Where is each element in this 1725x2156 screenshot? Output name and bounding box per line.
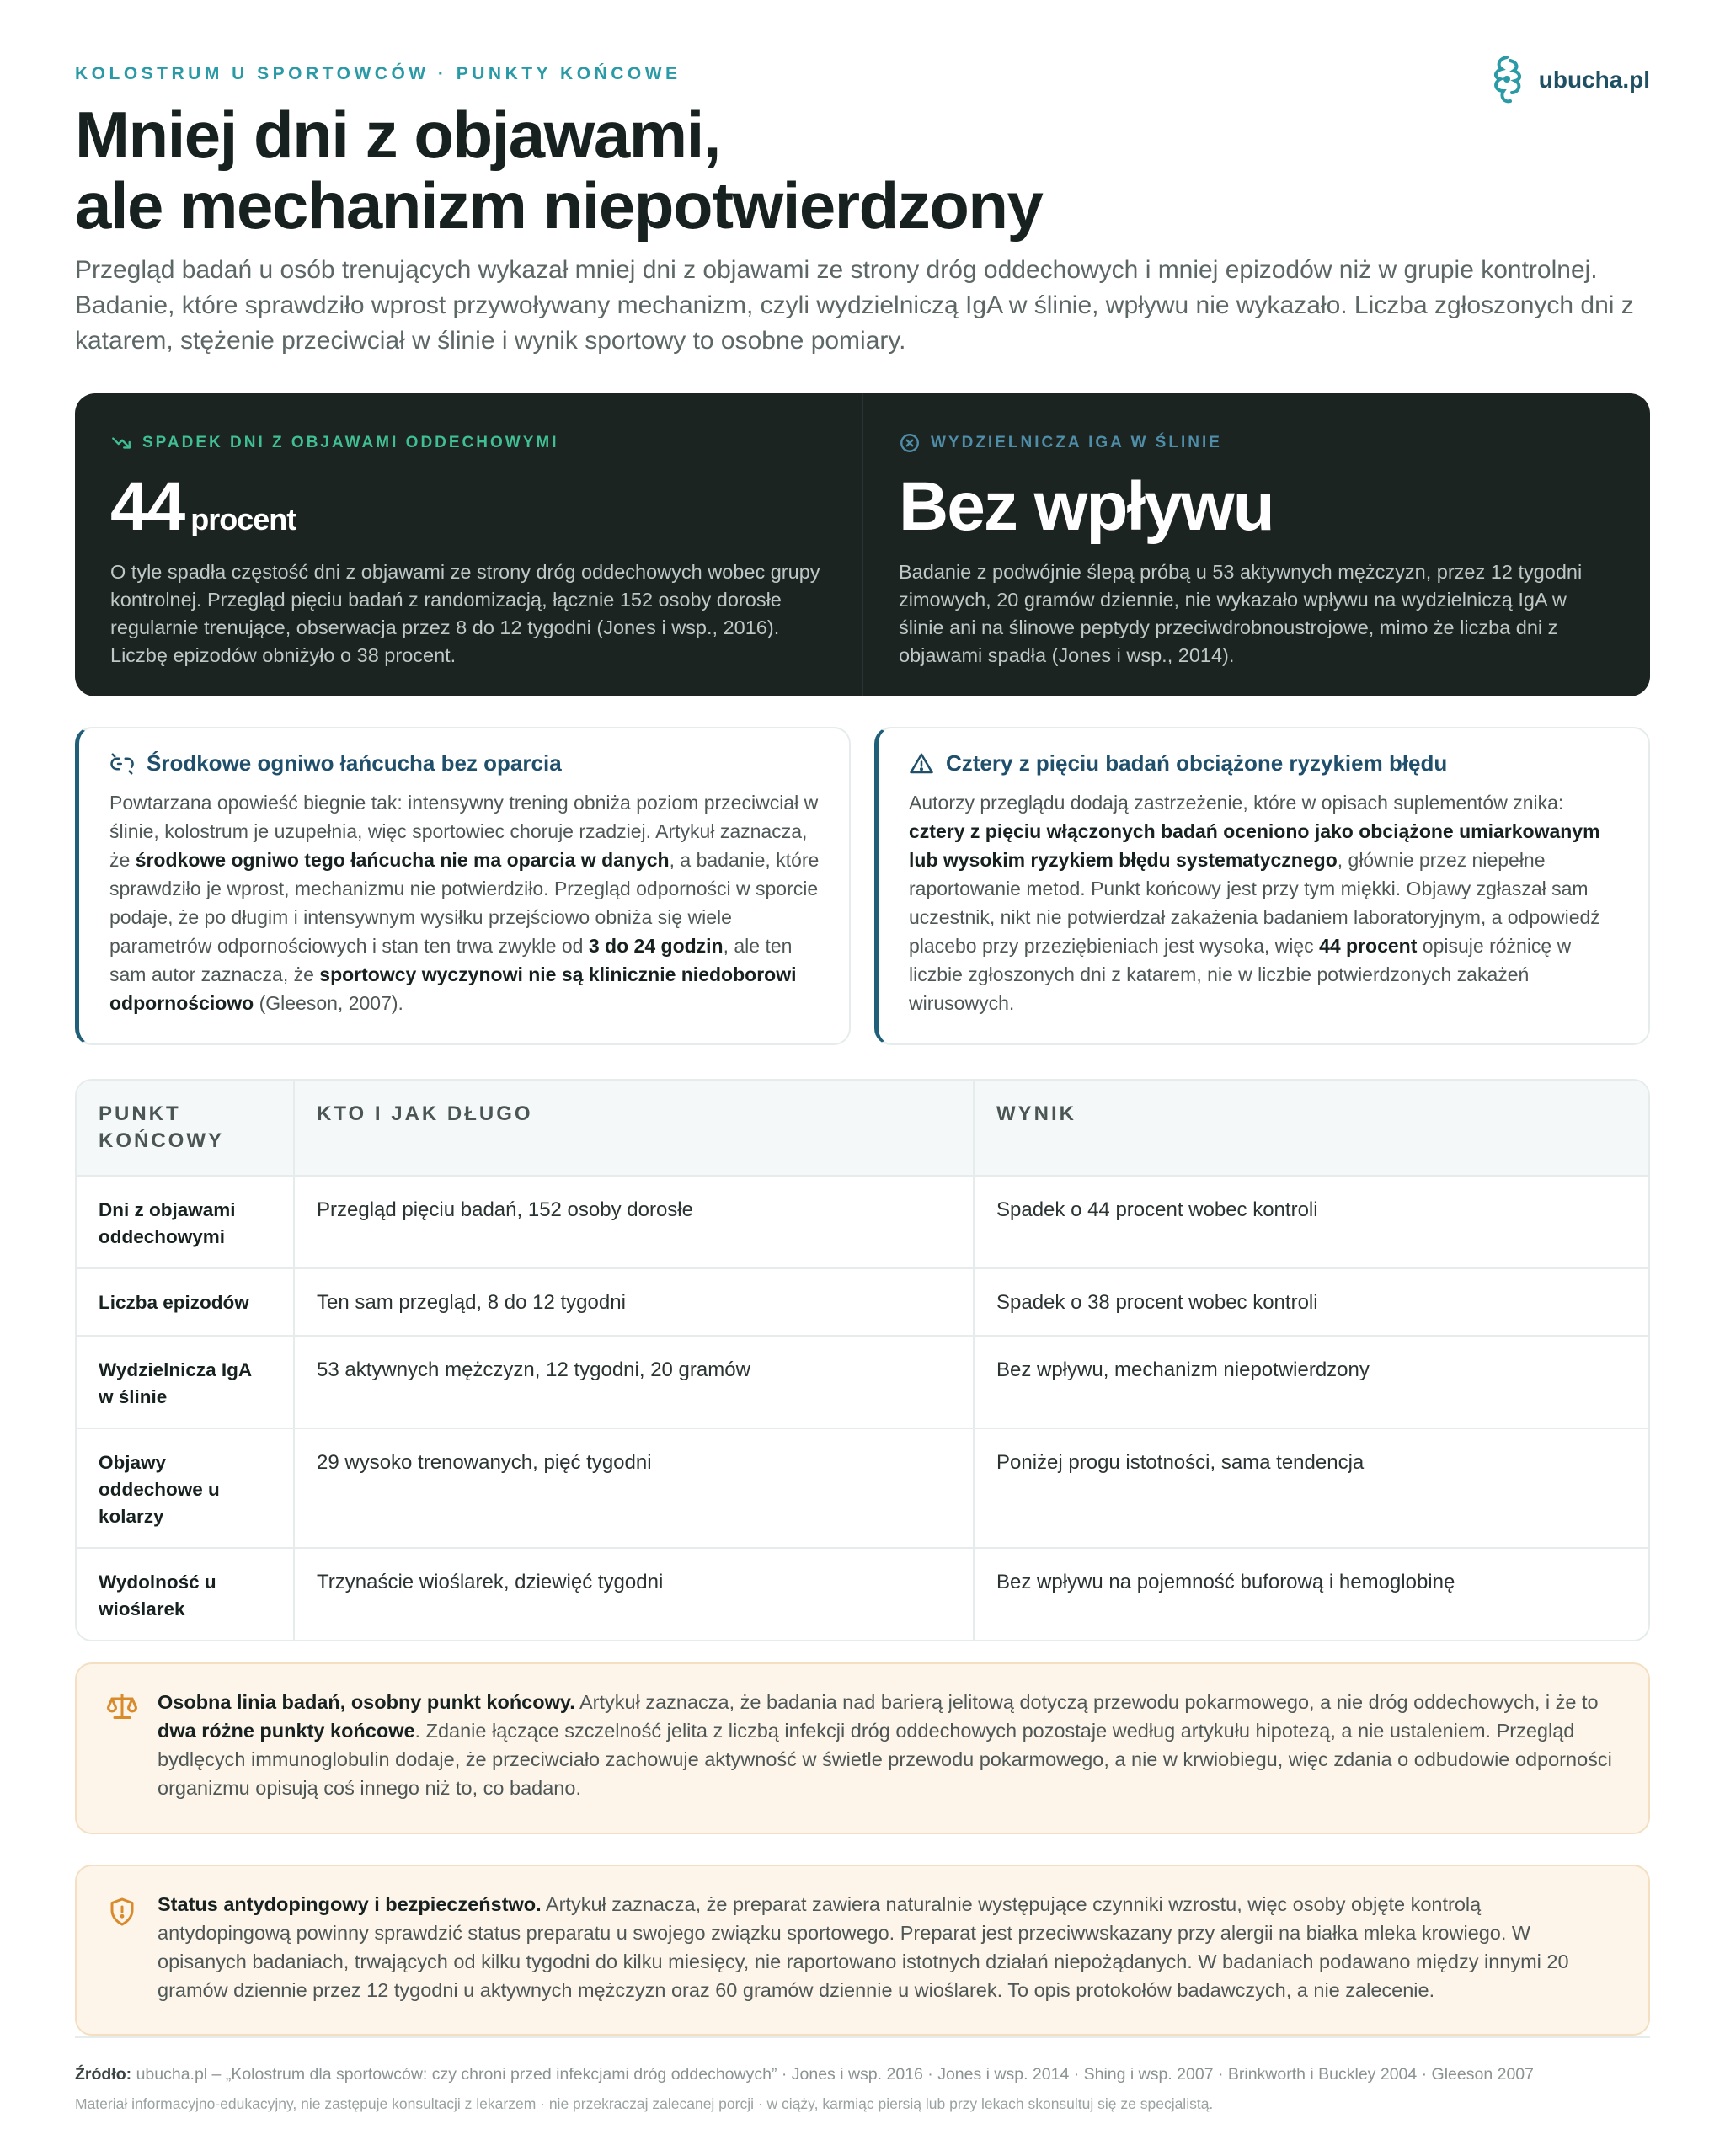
endpoints-table [75, 1079, 1650, 1641]
stat-decline-unit: procent [190, 502, 296, 536]
table-row [77, 1268, 1648, 1336]
table-cell-endpoint: Wydolność u wioślarek [99, 1572, 216, 1620]
kombucha-logo-icon [1487, 54, 1527, 106]
card-risk-of-bias-title-text: Cztery z pięciu badań obciążone ryzykiem błędu [946, 750, 1448, 776]
note-separate-endpoint [75, 1662, 1650, 1834]
trending-down-icon [110, 432, 132, 454]
table-cell-result: Spadek o 38 procent wobec kontroli [974, 1268, 1648, 1336]
table-header-result: WYNIK [974, 1081, 1648, 1176]
table-cell-result: Bez wpływu na pojemność buforową i hemoglobinę [974, 1548, 1648, 1640]
stat-decline [75, 393, 862, 696]
kicker: KOLOSTRUM U SPORTOWCÓW · PUNKTY KOŃCOWE [75, 64, 681, 83]
table-cell-endpoint: Objawy oddechowe u kolarzy [77, 1428, 294, 1548]
note-antidoping-text: Status antydopingowy i bezpieczeństwo. Artykuł zaznacza, że preparat zawiera naturalnie występujące czynniki wzrostu, więc osoby objęte kontrolą antydopingową powinny sprawdzić status preparatu u swojego związku sportowego. Preparat jest przeciwwskazany przy alergii na białka mleka krowiego. W opisanych badaniach, trwających od kilku tygodni do kilku miesięcy, nie raportowano istotnych działań niepożądanych. W badaniach podawano między innymi 20 gramów dziennie przez 12 tygodni u aktywnych mężczyzn oraz 60 gramów dziennie u wioślarek. To opis protokołów badawczych, a nie zalecenie. [158, 1893, 1569, 2001]
card-missing-link-title-text: Środkowe ogniwo łańcucha bez oparcia [147, 750, 562, 776]
table-row [77, 1428, 1648, 1548]
table-cell-endpoint: Dni z objawami oddechowymi [77, 1176, 294, 1268]
disclaimer: Materiał informacyjno-edukacyjny, nie zastępuje konsultacji z lekarzem · nie przekraczaj zalecanej porcji · w ciąży, karmiąc piersią lub przy lekach skonsultuj się ze specjalistą. [75, 2095, 1214, 2112]
stat-decline-text: O tyle spadła częstość dni z objawami ze strony dróg oddechowych wobec grupy kontrolnej. Przegląd pięciu badań z randomizacją, łącznie 152 osoby dorosłe regularnie trenujące, obserwacja przez 8 do 12 tygodni (Jones i wsp., 2016). Liczbę epizodów obniżyło o 38 procent. [110, 561, 820, 666]
stat-iga-label-text: WYDZIELNICZA IGA W ŚLINIE [931, 434, 1222, 451]
title-line-1: Mniej dni z objawami, [75, 98, 720, 172]
table-header-endpoint: PUNKT KOŃCOWY [77, 1081, 294, 1176]
table-row [77, 1336, 1648, 1428]
source-line: Źródło: ubucha.pl – „Kolostrum dla sportowców: czy chroni przed infekcjami dróg oddechowych” · Jones i wsp. 2016 · Jones i wsp. 2014 · Shing i wsp. 2007 · Brinkworth i Buckley 2004 · Gleeson 2007 [75, 2065, 1534, 2084]
table-cell-endpoint: Liczba epizodów [77, 1268, 294, 1336]
stat-iga-value: Bez wpływu [899, 468, 1274, 545]
stat-iga [862, 393, 1650, 696]
table-cell-who: 29 wysoko trenowanych, pięć tygodni [294, 1428, 974, 1548]
footer-divider [75, 2036, 1650, 2038]
cards-row [75, 727, 1650, 1045]
brand-name: ubucha.pl [1538, 67, 1650, 93]
table-header-who: KTO I JAK DŁUGO [294, 1081, 974, 1176]
card-risk-of-bias-title [909, 750, 1621, 776]
scales-icon [107, 1691, 137, 1721]
table-row [77, 1548, 1648, 1640]
circle-x-icon [899, 432, 921, 454]
warning-triangle-icon [909, 751, 934, 776]
shield-alert-icon [107, 1897, 137, 1927]
card-missing-link-title [109, 750, 822, 776]
table-cell-who: 53 aktywnych mężczyzn, 12 tygodni, 20 gramów [294, 1336, 974, 1428]
table-cell-who: Ten sam przegląd, 8 do 12 tygodni [294, 1268, 974, 1336]
card-risk-of-bias-body: Autorzy przeglądu dodają zastrzeżenie, które w opisach suplementów znika: cztery z pięciu włączonych badań oceniono jako obciążone umiarkowanym lub wysokim ryzykiem błędu systematycznego, głównie przez niepełne raportowanie metod. Punkt końcowy jest przy tym miękki. Objawy zgłaszał sam uczestnik, nikt nie potwierdzał zakażenia badaniem laboratoryjnym, a odpowiedź placebo przy przeziębieniach jest wysoka, więc 44 procent opisuje różnicę w liczbie zgłoszonych dni z katarem, nie w liczbie potwierdzonych zakażeń wirusowych. [909, 792, 1600, 1014]
stat-decline-value: 44 [110, 468, 184, 545]
note-separate-endpoint-text: Osobna linia badań, osobny punkt końcowy. Artykuł zaznacza, że badania nad barierą jelitową dotyczą przewodu pokarmowego, a nie dróg oddechowych, i że to dwa różne punkty końcowe. Zdanie łączące szczelność jelita z liczbą infekcji dróg oddechowych pozostaje według artykułu hipotezą, a nie ustaleniem. Przegląd bydlęcych immunoglobulin dodaje, że przeciwciało zachowuje aktywność w świetle przewodu pokarmowego, a nie w krwiobiegu, więc zdania o odbudowie odporności organizmu opisują coś innego niż to, co badano. [158, 1691, 1612, 1799]
table-cell-result: Spadek o 44 procent wobec kontroli [974, 1176, 1648, 1268]
lead-paragraph: Przegląd badań u osób trenujących wykazał mniej dni z objawami ze strony dróg oddechowych i mniej epizodów niż w grupie kontrolnej. Badanie, które sprawdziło wprost przywoływany mechanizm, czyli wydzielniczą IgA w ślinie, wpływu nie wykazało. Liczba zgłoszonych dni z katarem, stężenie przeciwciał w ślinie i wynik sportowy to osobne pomiary. [75, 256, 1634, 355]
brand[interactable] [1487, 54, 1650, 106]
table-cell-who: Trzynaście wioślarek, dziewięć tygodni [294, 1548, 974, 1640]
page-title [75, 99, 1042, 241]
table-cell-who: Przegląd pięciu badań, 152 osoby dorosłe [294, 1176, 974, 1268]
stat-decline-label-text: SPADEK DNI Z OBJAWAMI ODDECHOWYMI [142, 434, 559, 451]
table-cell-endpoint: Wydzielnicza IgA w ślinie [77, 1336, 294, 1428]
stat-iga-value-row [899, 468, 1615, 545]
broken-link-icon [109, 751, 135, 776]
stat-iga-text: Badanie z podwójnie ślepą próbą u 53 aktywnych mężczyzn, przez 12 tygodni zimowych, 20 gramów dziennie, nie wykazało wpływu na wydzielniczą IgA w ślinie ani na ślinowe peptydy przeciwdrobnoustrojowe, mimo że liczba dni z objawami spadła (Jones i wsp., 2014). [899, 561, 1583, 666]
card-risk-of-bias [874, 727, 1650, 1045]
table-header-row [77, 1081, 1648, 1176]
stat-decline-label [110, 432, 826, 454]
stats-panel [75, 393, 1650, 696]
stat-decline-value-row [110, 468, 826, 545]
stat-iga-label [899, 432, 1615, 454]
title-line-2: ale mechanizm niepotwierdzony [75, 168, 1043, 243]
table-cell-result: Poniżej progu istotności, sama tendencja [974, 1428, 1648, 1548]
card-missing-link [75, 727, 851, 1045]
table-cell-result: Bez wpływu, mechanizm niepotwierdzony [974, 1336, 1648, 1428]
note-antidoping [75, 1865, 1650, 2036]
card-missing-link-body: Powtarzana opowieść biegnie tak: intensywny trening obniża poziom przeciwciał w ślinie, kolostrum je uzupełnia, więc sportowiec choruje rzadziej. Artykuł zaznacza, że środkowe ogniwo tego łańcucha nie ma oparcia w danych, a badanie, które sprawdziło je wprost, mechanizmu nie potwierdziło. Przegląd odporności w sporcie podaje, że po długim i intensywnym wysiłku przejściowo obniża się wiele parametrów odpornościowych i stan ten trwa zwykle od 3 do 24 godzin, ale ten sam autor zaznacza, że sportowcy wyczynowi nie są klinicznie niedoborowi odpornościowo (Gleeson, 2007). [109, 792, 820, 1014]
table-row [77, 1176, 1648, 1268]
